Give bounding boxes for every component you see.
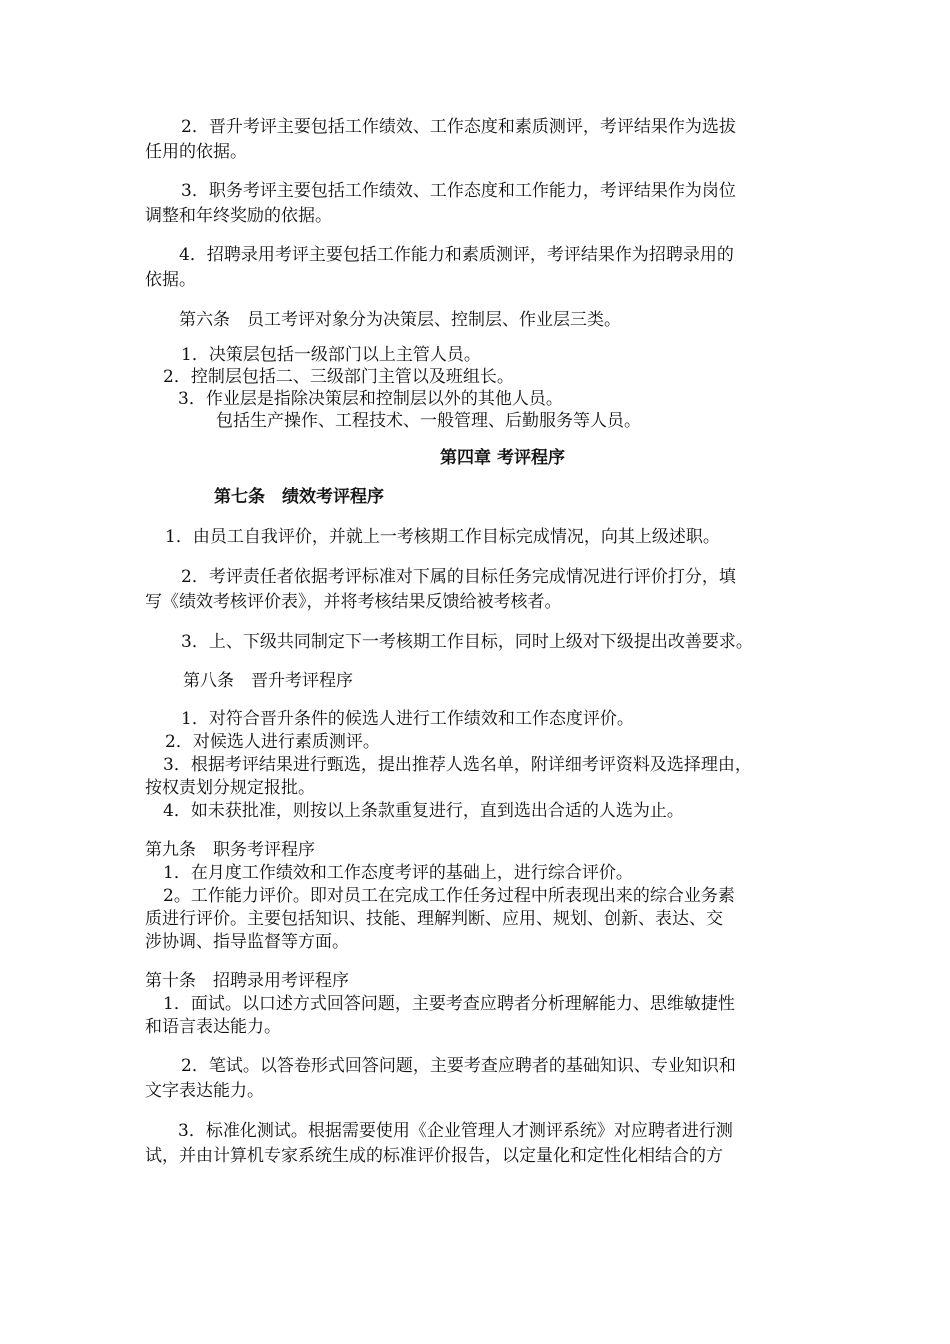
article-7-list bbox=[145, 525, 810, 655]
article-6 bbox=[145, 308, 810, 333]
paragraph-recruitment-review bbox=[145, 243, 810, 293]
list-item: 1．在月度工作绩效和工作态度考评的基础上，进行综合评价。 bbox=[163, 863, 633, 883]
article-9-heading: 第九条 职务考评程序 bbox=[145, 840, 315, 860]
list-item: 涉协调、指导监督等方面。 bbox=[145, 932, 349, 952]
article-8-list bbox=[145, 708, 810, 823]
list-item: 文字表达能力。 bbox=[145, 1081, 264, 1101]
article-6-list bbox=[145, 344, 810, 432]
text-line: 任用的依据。 bbox=[145, 142, 247, 162]
article-10 bbox=[145, 970, 810, 1169]
list-item: 2．控制层包括二、三级部门主管以及班组长。 bbox=[163, 367, 514, 387]
list-item: 2．考评责任者依据考评标准对下属的目标任务完成情况进行评价打分，填 bbox=[181, 567, 736, 587]
list-item: 1．决策层包括一级部门以上主管人员。 bbox=[181, 345, 481, 365]
paragraph-position-review bbox=[145, 179, 810, 229]
list-item: 和语言表达能力。 bbox=[145, 1017, 281, 1037]
list-item: 2．笔试。以答卷形式回答问题，主要考查应聘者的基础知识、专业知识和 bbox=[181, 1056, 736, 1076]
list-item: 1．对符合晋升条件的候选人进行工作绩效和工作态度评价。 bbox=[181, 709, 634, 729]
article-10-heading: 第十条 招聘录用考评程序 bbox=[145, 971, 349, 991]
text-line: 依据。 bbox=[145, 270, 196, 290]
list-item: 3．根据考评结果进行甄选，提出推荐人选名单，附详细考评资料及选择理由， bbox=[163, 755, 752, 775]
list-item: 1．面试。以口述方式回答问题，主要考查应聘者分析理解能力、思维敏捷性 bbox=[163, 994, 735, 1014]
article-9 bbox=[145, 839, 810, 954]
text-line: 2．晋升考评主要包括工作绩效、工作态度和素质测评，考评结果作为选拔 bbox=[181, 117, 736, 137]
list-item: 试，并由计算机专家系统生成的标准评价报告，以定量化和定性化相结合的方 bbox=[145, 1146, 723, 1166]
list-item: 4．如未获批准，则按以上条款重复进行，直到选出合适的人选为止。 bbox=[163, 801, 684, 821]
document-page bbox=[145, 115, 810, 1169]
list-item: 按权责划分规定报批。 bbox=[145, 778, 315, 798]
article-8-heading bbox=[145, 669, 810, 694]
text-line: 4．招聘录用考评主要包括工作能力和素质测评，考评结果作为招聘录用的 bbox=[179, 245, 734, 265]
article-7-heading: 第七条 绩效考评程序 bbox=[214, 487, 384, 507]
list-item: 3．标准化测试。根据需要使用《企业管理人才测评系统》对应聘者进行测 bbox=[178, 1121, 733, 1141]
list-item: 3．作业层是指除决策层和控制层以外的其他人员。 bbox=[178, 389, 563, 409]
text-line: 3．职务考评主要包括工作绩效、工作态度和工作能力，考评结果作为岗位 bbox=[181, 181, 736, 201]
article-8-text: 第八条 晋升考评程序 bbox=[183, 671, 353, 691]
list-item: 写《绩效考核评价表》，并将考核结果反馈给被考核者。 bbox=[145, 592, 562, 612]
paragraph-promotion-review bbox=[145, 115, 810, 165]
list-item: 3．上、下级共同制定下一考核期工作目标，同时上级对下级提出改善要求。 bbox=[181, 632, 753, 652]
list-item: 1．由员工自我评价，并就上一考核期工作目标完成情况，向其上级述职。 bbox=[165, 527, 720, 547]
list-item: 2。工作能力评价。即对员工在完成工作任务过程中所表现出来的综合业务素 bbox=[163, 886, 735, 906]
list-item: 包括生产操作、工程技术、一般管理、后勤服务等人员。 bbox=[216, 411, 641, 431]
chapter-heading: 第四章 考评程序 bbox=[440, 448, 565, 468]
article-6-text: 第六条 员工考评对象分为决策层、控制层、作业层三类。 bbox=[179, 310, 621, 330]
list-item: 2．对候选人进行素质测评。 bbox=[165, 732, 380, 752]
text-line: 调整和年终奖励的依据。 bbox=[145, 206, 332, 226]
list-item: 质进行评价。主要包括知识、技能、理解判断、应用、规划、创新、表达、交 bbox=[145, 909, 723, 929]
